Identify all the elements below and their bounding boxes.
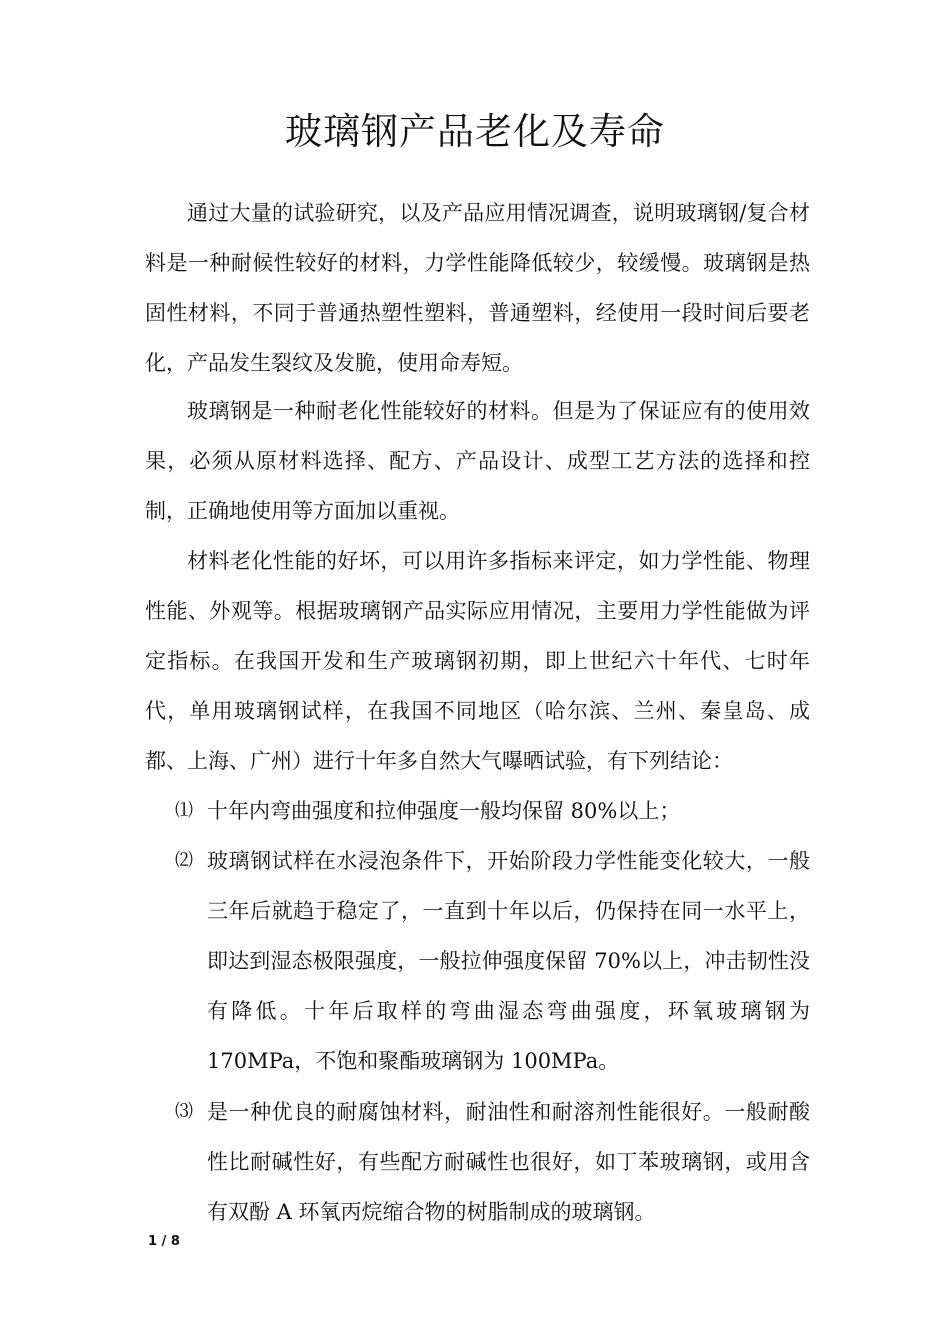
list-item xyxy=(175,786,810,836)
list-item-text: 是一种优良的耐腐蚀材料，耐油性和耐溶剂性能很好。一般耐酸性比耐碱性好，有些配方耐碱性也很好，如丁苯玻璃钢，或用含有双酚 A 环氧丙烷缩合物的树脂制成的玻璃钢。 xyxy=(207,1100,810,1224)
list-item-marker: ⑵ xyxy=(175,850,193,871)
list-item xyxy=(175,1087,810,1237)
list-item-marker: ⑶ xyxy=(175,1101,193,1122)
document-title: 玻璃钢产品老化及寿命 xyxy=(285,110,665,153)
list-item-marker: ⑴ xyxy=(175,800,193,821)
page-number: 1 / 8 xyxy=(148,1234,180,1249)
list-item-text: 玻璃钢试样在水浸泡条件下，开始阶段力学性能变化较大，一般三年后就趋于稳定了，一直到十年以后，仍保持在同一水平上，即达到湿态极限强度，一般拉伸强度保留 70%以上，冲击韧性没有降低。十年后取样的弯曲湿态弯曲强度，环氧玻璃钢为 170MPa，不饱和聚酯玻璃钢为 100MPa。 xyxy=(207,849,810,1073)
list-item-text: 十年内弯曲强度和拉伸强度一般均保留 80%以上； xyxy=(207,799,681,823)
paragraph-intro: 通过大量的试验研究，以及产品应用情况调查，说明玻璃钢/复合材料是一种耐候性较好的材料，力学性能降低较少，较缓慢。玻璃钢是热固性材料，不同于普通热塑性塑料，普通塑料，经使用一段时间后要老化，产品发生裂纹及发脆，使用命寿短。 xyxy=(145,201,810,375)
paragraph-aging-resistance: 玻璃钢是一种耐老化性能较好的材料。但是为了保证应有的使用效果，必须从原材料选择、配方、产品设计、成型工艺方法的选择和控制，正确地使用等方面加以重视。 xyxy=(145,399,810,523)
paragraph-evaluation: 材料老化性能的好坏，可以用许多指标来评定，如力学性能、物理性能、外观等。根据玻璃钢产品实际应用情况，主要用力学性能做为评定指标。在我国开发和生产玻璃钢初期，即上世纪六十年代、七时年代，单用玻璃钢试样，在我国不同地区（哈尔滨、兰州、秦皇岛、成都、上海、广州）进行十年多自然大气曝晒试验，有下列结论： xyxy=(145,549,810,773)
list-item xyxy=(175,836,810,1086)
